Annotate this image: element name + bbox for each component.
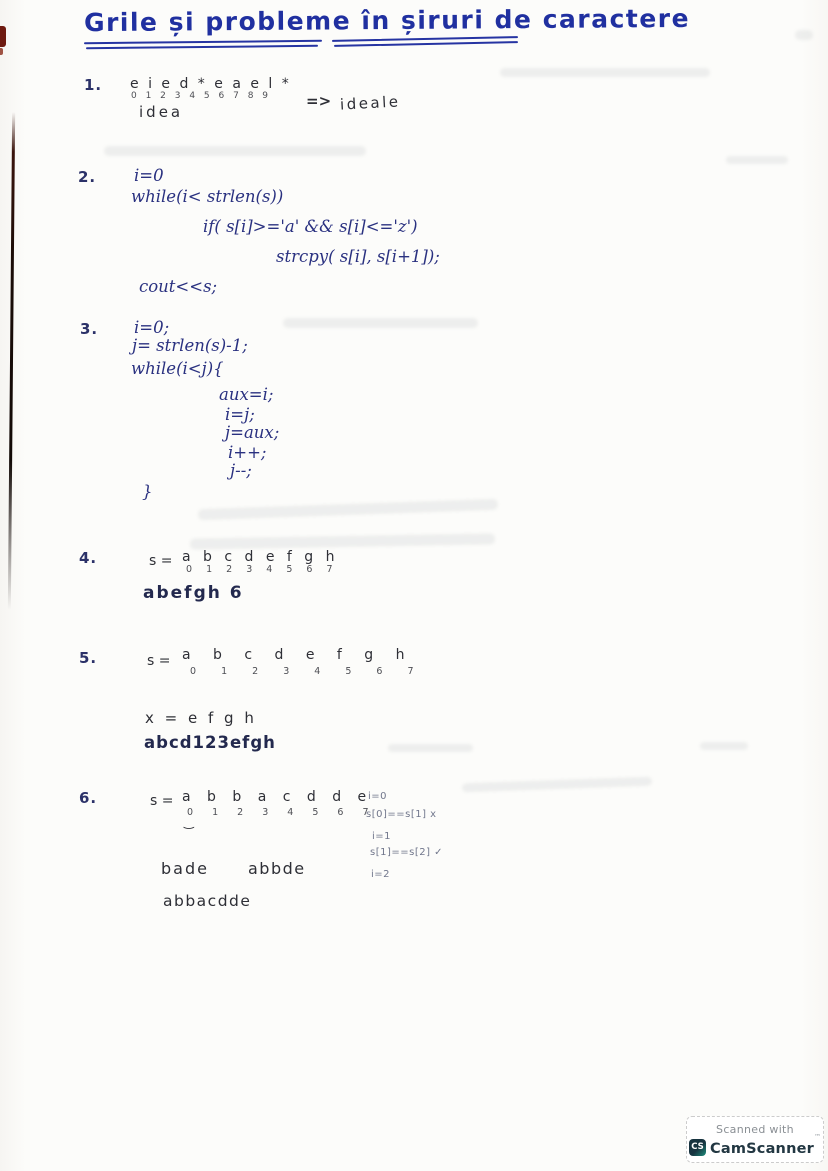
code-line: while(i< strlen(s)): [131, 187, 284, 206]
item-1-string-row: e i e d * e a e l *: [130, 76, 292, 92]
item-6-undertie-mark: ‿: [184, 815, 194, 829]
scan-edge-mark: [0, 26, 6, 47]
item-1-result: ideale: [339, 92, 401, 114]
margin-note: s[1]==s[2] ✓: [370, 847, 444, 858]
code-line: }: [142, 482, 153, 501]
margin-note: i=0: [368, 791, 388, 802]
item-6-answer: bade: [161, 859, 209, 878]
bleed-through-smudge: [700, 742, 748, 750]
item-5-x-line: x = e f g h: [145, 709, 257, 727]
bleed-through-smudge: [726, 156, 788, 164]
item-4-s-label: s =: [149, 553, 173, 569]
bleed-through-smudge: [283, 318, 478, 328]
item-2-number: 2.: [78, 168, 97, 186]
scan-edge-mark: [0, 48, 3, 55]
bleed-through-smudge: [462, 777, 652, 793]
code-line: if( s[i]>='a' && s[i]<='z'): [203, 217, 418, 236]
code-line: j= strlen(s)-1;: [132, 336, 248, 355]
title-underline: [334, 41, 518, 47]
item-5-s-label: s =: [147, 653, 171, 669]
code-line: while(i<j){: [131, 359, 224, 378]
item-4-string-row: a b c d e f g h: [182, 549, 339, 565]
code-line: j=aux;: [225, 423, 280, 442]
title-underline: [84, 40, 322, 44]
bleed-through-smudge: [104, 146, 366, 156]
code-line: i=j;: [225, 405, 255, 424]
scanned-with-label: Scanned with: [716, 1122, 794, 1136]
item-5-index-row: 0 1 2 3 4 5 6 7: [190, 666, 425, 677]
bleed-through-smudge: [198, 499, 498, 520]
item-6-string-row: a b b a c d d e: [182, 789, 373, 805]
item-3-number: 3.: [80, 320, 99, 338]
code-line: j--;: [230, 461, 252, 480]
camscanner-logo-icon: CS: [689, 1139, 706, 1156]
code-line: i=0: [134, 166, 164, 185]
bleed-through-smudge: [500, 68, 710, 77]
item-4-number: 4.: [79, 549, 98, 567]
trademark-symbol: ™: [814, 1132, 821, 1141]
code-line: strcpy( s[i], s[i+1]);: [276, 247, 440, 266]
item-6-index-row: 0 1 2 3 4 5 6 7: [187, 807, 377, 818]
bleed-through-smudge: [190, 533, 495, 549]
item-5-answer: abcd123efgh: [144, 733, 276, 752]
bleed-through-smudge: [388, 744, 473, 752]
camscanner-badge: [686, 1116, 824, 1163]
code-line: i++;: [228, 443, 267, 462]
margin-note: s[0]==s[1] x: [366, 809, 437, 820]
item-1-word: idea: [139, 103, 184, 121]
margin-note: i=2: [371, 869, 391, 880]
code-line: i=0;: [134, 318, 170, 337]
code-line: cout<<s;: [139, 277, 218, 296]
item-6-answer: abbde: [248, 859, 306, 878]
item-1-arrow: =>: [306, 92, 332, 110]
page-title: Grile și probleme în șiruri de caractere: [83, 3, 691, 38]
item-4-index-row: 0 1 2 3 4 5 6 7: [186, 564, 338, 575]
item-5-string-row: a b c d e f g h: [182, 647, 414, 663]
title-underline: [86, 45, 318, 49]
scan-spine-line: [8, 112, 15, 610]
margin-note: i=1: [372, 831, 392, 842]
item-6-s-label: s =: [150, 793, 174, 809]
bleed-through-smudge: [795, 30, 813, 40]
camscanner-name: CamScanner: [710, 1140, 814, 1157]
item-1-number: 1.: [84, 76, 103, 94]
item-1-index-row: 0 1 2 3 4 5 6 7 8 9: [131, 91, 272, 101]
item-6-number: 6.: [79, 789, 98, 807]
item-6-answer: abbacdde: [163, 892, 252, 910]
item-5-number: 5.: [79, 649, 98, 667]
item-4-answer: abefgh 6: [143, 583, 244, 603]
code-line: aux=i;: [219, 385, 274, 404]
